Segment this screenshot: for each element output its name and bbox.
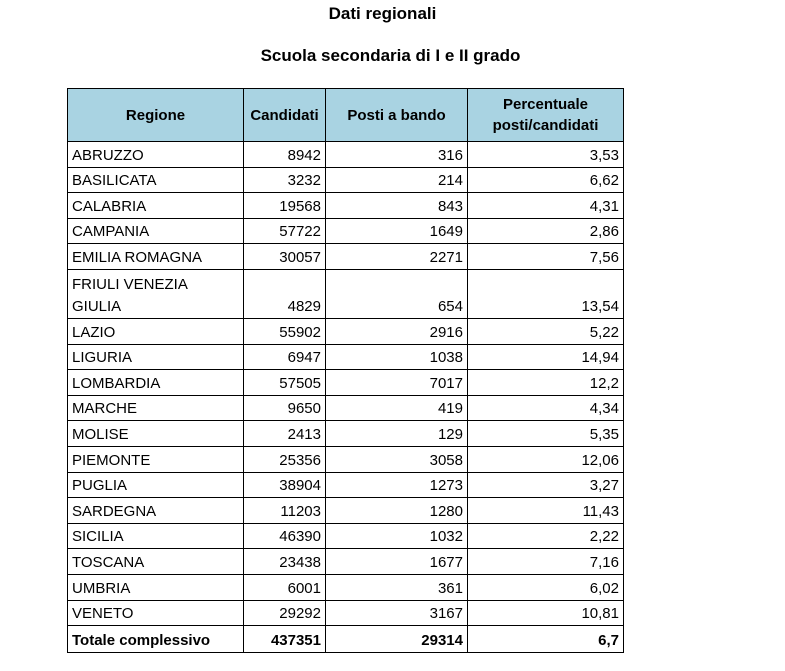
cell-region: EMILIA ROMAGNA xyxy=(68,244,244,270)
table-row xyxy=(68,269,624,318)
table-row xyxy=(68,574,624,600)
cell-percent: 5,35 xyxy=(468,421,624,447)
cell-posts: 1677 xyxy=(326,549,468,575)
cell-candidates: 25356 xyxy=(244,446,326,472)
cell-candidates: 4829 xyxy=(244,269,326,318)
cell-region: PUGLIA xyxy=(68,472,244,498)
cell-percent: 3,53 xyxy=(468,142,624,168)
cell-candidates: 57505 xyxy=(244,370,326,396)
cell-region-line2: GIULIA xyxy=(72,297,122,315)
table-row xyxy=(68,318,624,344)
cell-percent: 10,81 xyxy=(468,600,624,626)
cell-region: LOMBARDIA xyxy=(68,370,244,396)
page-subtitle: Scuola secondaria di I e II grado xyxy=(260,46,521,65)
table-row xyxy=(68,472,624,498)
cell-posts: 1038 xyxy=(326,344,468,370)
cell-region: LAZIO xyxy=(68,318,244,344)
table-header-row xyxy=(68,89,624,142)
cell-candidates: 29292 xyxy=(244,600,326,626)
table-total-row xyxy=(68,626,624,653)
cell-region: BASILICATA xyxy=(68,167,244,193)
cell-posts: 843 xyxy=(326,193,468,219)
table-row xyxy=(68,218,624,244)
cell-region: TOSCANA xyxy=(68,549,244,575)
cell-candidates: 6947 xyxy=(244,344,326,370)
cell-region: LIGURIA xyxy=(68,344,244,370)
table-row xyxy=(68,600,624,626)
cell-posts: 2916 xyxy=(326,318,468,344)
cell-region: PIEMONTE xyxy=(68,446,244,472)
cell-candidates: 11203 xyxy=(244,498,326,524)
cell-percent: 4,34 xyxy=(468,395,624,421)
cell-region: UMBRIA xyxy=(68,574,244,600)
cell-posts: 654 xyxy=(326,269,468,318)
header-region: Regione xyxy=(68,89,244,142)
cell-region: SARDEGNA xyxy=(68,498,244,524)
cell-percent: 6,02 xyxy=(468,574,624,600)
table-row xyxy=(68,421,624,447)
table-row xyxy=(68,244,624,270)
cell-percent: 7,56 xyxy=(468,244,624,270)
cell-region xyxy=(68,269,244,318)
cell-percent: 6,62 xyxy=(468,167,624,193)
cell-posts: 316 xyxy=(326,142,468,168)
cell-percent: 5,22 xyxy=(468,318,624,344)
cell-candidates: 8942 xyxy=(244,142,326,168)
table-row xyxy=(68,523,624,549)
cell-region-line1: FRIULI VENEZIA xyxy=(72,275,188,293)
table-row xyxy=(68,344,624,370)
cell-region: SICILIA xyxy=(68,523,244,549)
cell-posts: 214 xyxy=(326,167,468,193)
cell-candidates: 57722 xyxy=(244,218,326,244)
header-candidates: Candidati xyxy=(244,89,326,142)
cell-candidates: 46390 xyxy=(244,523,326,549)
cell-region: CAMPANIA xyxy=(68,218,244,244)
table-row xyxy=(68,167,624,193)
cell-posts: 1032 xyxy=(326,523,468,549)
table-row xyxy=(68,549,624,575)
cell-percent: 14,94 xyxy=(468,344,624,370)
regional-data-table xyxy=(67,88,624,653)
cell-posts: 3058 xyxy=(326,446,468,472)
cell-posts: 1280 xyxy=(326,498,468,524)
total-posts: 29314 xyxy=(326,626,468,653)
table-row xyxy=(68,370,624,396)
cell-percent: 11,43 xyxy=(468,498,624,524)
cell-percent: 2,86 xyxy=(468,218,624,244)
cell-region: VENETO xyxy=(68,600,244,626)
total-candidates: 437351 xyxy=(244,626,326,653)
cell-percent: 12,06 xyxy=(468,446,624,472)
table-row xyxy=(68,395,624,421)
cell-region: MARCHE xyxy=(68,395,244,421)
cell-percent: 2,22 xyxy=(468,523,624,549)
cell-posts: 1273 xyxy=(326,472,468,498)
cell-posts: 2271 xyxy=(326,244,468,270)
cell-candidates: 23438 xyxy=(244,549,326,575)
cell-candidates: 9650 xyxy=(244,395,326,421)
cell-percent: 4,31 xyxy=(468,193,624,219)
cell-candidates: 38904 xyxy=(244,472,326,498)
cell-percent: 12,2 xyxy=(468,370,624,396)
cell-posts: 3167 xyxy=(326,600,468,626)
cell-percent: 3,27 xyxy=(468,472,624,498)
page-title: Dati regionali xyxy=(328,4,437,23)
table-row xyxy=(68,142,624,168)
cell-region: MOLISE xyxy=(68,421,244,447)
cell-region: ABRUZZO xyxy=(68,142,244,168)
total-label: Totale complessivo xyxy=(68,626,244,653)
cell-candidates: 2413 xyxy=(244,421,326,447)
table-row xyxy=(68,193,624,219)
header-percent-line1: Percentuale xyxy=(502,96,589,113)
cell-posts: 1649 xyxy=(326,218,468,244)
cell-candidates: 55902 xyxy=(244,318,326,344)
table-row xyxy=(68,498,624,524)
table-row xyxy=(68,446,624,472)
header-posts: Posti a bando xyxy=(326,89,468,142)
cell-posts: 419 xyxy=(326,395,468,421)
header-percent-line2: posti/candidati xyxy=(492,117,599,134)
total-percent: 6,7 xyxy=(468,626,624,653)
header-percent xyxy=(468,89,624,142)
cell-candidates: 6001 xyxy=(244,574,326,600)
cell-posts: 129 xyxy=(326,421,468,447)
cell-posts: 7017 xyxy=(326,370,468,396)
cell-region: CALABRIA xyxy=(68,193,244,219)
cell-percent: 13,54 xyxy=(468,269,624,318)
cell-candidates: 3232 xyxy=(244,167,326,193)
cell-percent: 7,16 xyxy=(468,549,624,575)
cell-candidates: 30057 xyxy=(244,244,326,270)
cell-posts: 361 xyxy=(326,574,468,600)
cell-candidates: 19568 xyxy=(244,193,326,219)
